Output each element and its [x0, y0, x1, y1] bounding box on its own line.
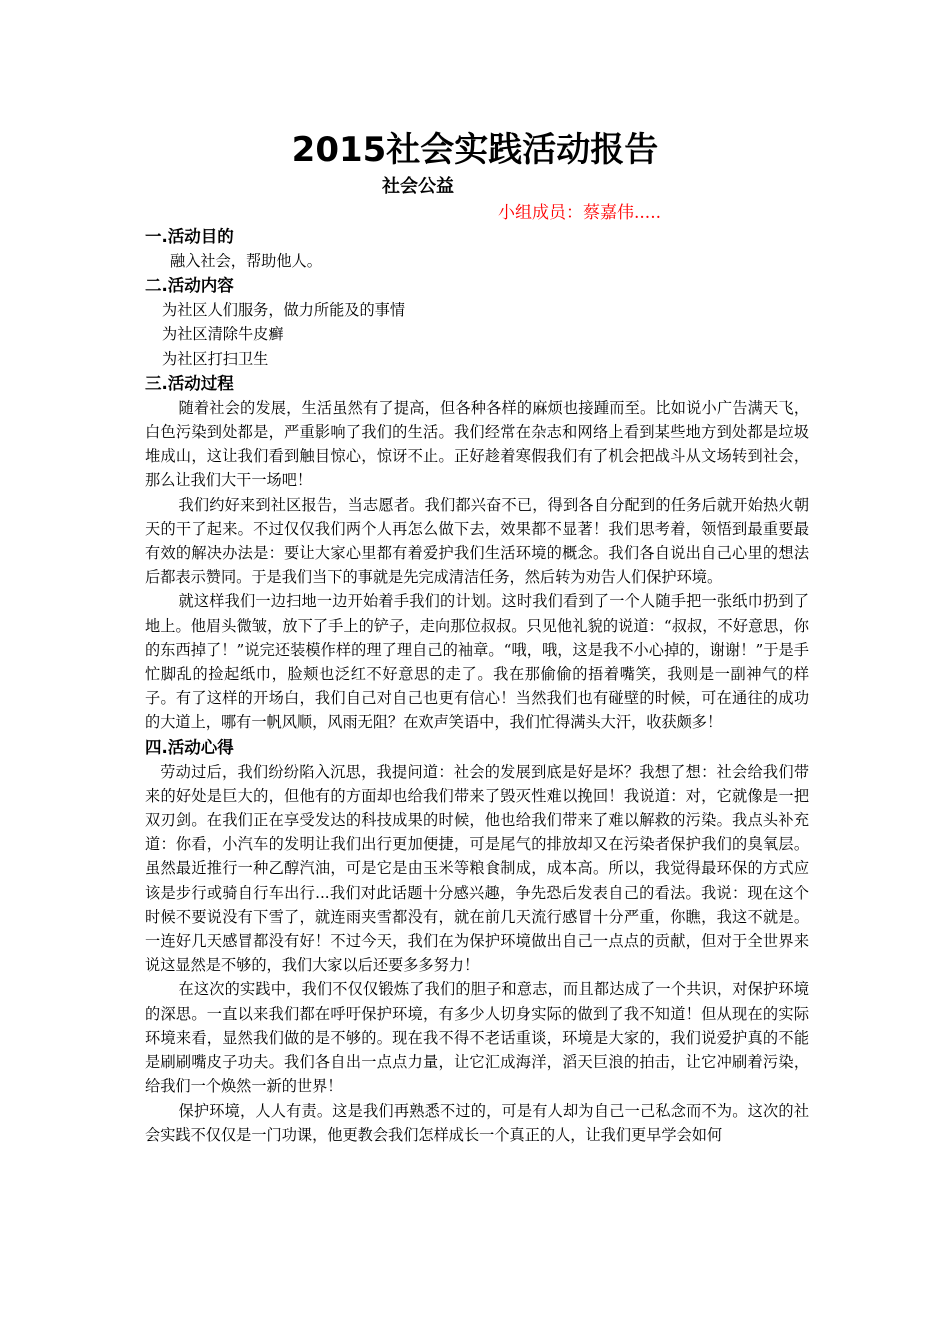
process-paragraph: 我们约好来到社区报告，当志愿者。我们都兴奋不已，得到各自分配到的任务后就开始热火朝天的干了起来。不过仅仅我们两个人再怎么做下去，效果都不显著！我们思考着，领悟到最重要最有效的解决办法是：要让大家心里都有着爱护我们生活环境的概念。我们各自说出自己心里的想法后都表示赞同。于是我们当下的事就是先完成清洁任务，然后转为劝告人们保护环境。: [145, 495, 809, 587]
reflection-paragraph: 保护环境，人人有责。这是我们再熟悉不过的，可是有人却为自己一己私念而不为。这次的社会实践不仅仅是一门功课，他更教会我们怎样成长一个真正的人，让我们更早学会如何: [145, 1101, 809, 1144]
reflection-paragraph: 在这次的实践中，我们不仅仅锻炼了我们的胆子和意志，而且都达成了一个共识，对保护环境的深思。一直以来我们都在呼吁保护环境，有多少人切身实际的做到了我不知道！但从现在的实际环境来看，显然我们做的是不够的。现在我不得不老话重谈，环境是大家的，我们说爱护真的不能是刷刷嘴皮子功夫。我们各自出一点点力量，让它汇成海洋，滔天巨浪的拍击，让它冲刷着污染，给我们一个焕然一新的世界！: [145, 980, 809, 1096]
section-heading-purpose: 一.活动目的: [145, 227, 234, 246]
content-item: 为社区清除牛皮癣: [162, 325, 284, 344]
content-item: 为社区打扫卫生: [162, 349, 269, 368]
section-heading-reflection: 四.活动心得: [145, 737, 234, 757]
group-members: 小组成员：蔡嘉伟.....: [498, 203, 662, 223]
content-item: 为社区人们服务，做力所能及的事情: [162, 301, 405, 320]
page-subtitle: 社会公益: [382, 176, 454, 197]
reflection-paragraph: 劳动过后，我们纷纷陷入沉思，我提问道：社会的发展到底是好是坏？我想了想：社会给我们带来的好处是巨大的，但他有的方面却也给我们带来了毁灭性难以挽回！我说道：对，它就像是一把双刃剑。在我们正在享受发达的科技成果的时候，他也给我们带来了难以解救的污染。我点头补充道：你看，小汽车的发明让我们出行更加便捷，可是尾气的排放却又在污染者保护我们的臭氧层。虽然最近推行一种乙醇汽油，可是它是由玉米等粮食制成，成本高。所以，我觉得最环保的方式应该是步行或骑自行车出行...我们对此话题十分感兴趣，争先恐后发表自己的看法。我说：现在这个时候不要说没有下雪了，就连雨夹雪都没有，就在前几天流行感冒十分严重，你瞧，我这不就是。一连好几天感冒都没有好！不过今天，我们在为保护环境做出自己一点点的贡献，但对于全世界来说这显然是不够的，我们大家以后还要多多努力！: [145, 762, 809, 975]
section-heading-content: 二.活动内容: [145, 276, 234, 296]
section-heading-process: 三.活动过程: [145, 373, 234, 393]
process-paragraph: 随着社会的发展，生活虽然有了提高，但各种各样的麻烦也接踵而至。比如说小广告满天飞，白色污染到处都是，严重影响了我们的生活。我们经常在杂志和网络上看到某些地方到处都是垃圾堆成山，这让我们看到触目惊心，惊讶不止。正好趁着寒假我们有了机会把战斗从文场转到社会，那么让我们大干一场吧！: [145, 398, 809, 490]
report-body: [145, 224, 809, 1147]
page-title: 2015社会实践活动报告: [291, 130, 659, 170]
purpose-text: 融入社会，帮助他人。: [170, 252, 322, 270]
process-paragraph: 就这样我们一边扫地一边开始着手我们的计划。这时我们看到了一个人随手把一张纸巾扔到了地上。他眉头微皱，放下了手上的铲子，走向那位叔叔。只见他礼貌的说道：“叔叔，不好意思，你的东西掉了！”说完还装模作样的理了理自己的袖章。“哦，哦，这是我不小心掉的，谢谢！”于是手忙脚乱的捡起纸巾，脸颊也泛红不好意思的走了。我在那偷偷的捂着嘴笑，我则是一副神气的样子。有了这样的开场白，我们自己对自己也更有信心！当然我们也有碰壁的时候，可在通往的成功的大道上，哪有一帆风顺，风雨无阻？在欢声笑语中，我们忙得满头大汗，收获颇多！: [145, 592, 809, 732]
